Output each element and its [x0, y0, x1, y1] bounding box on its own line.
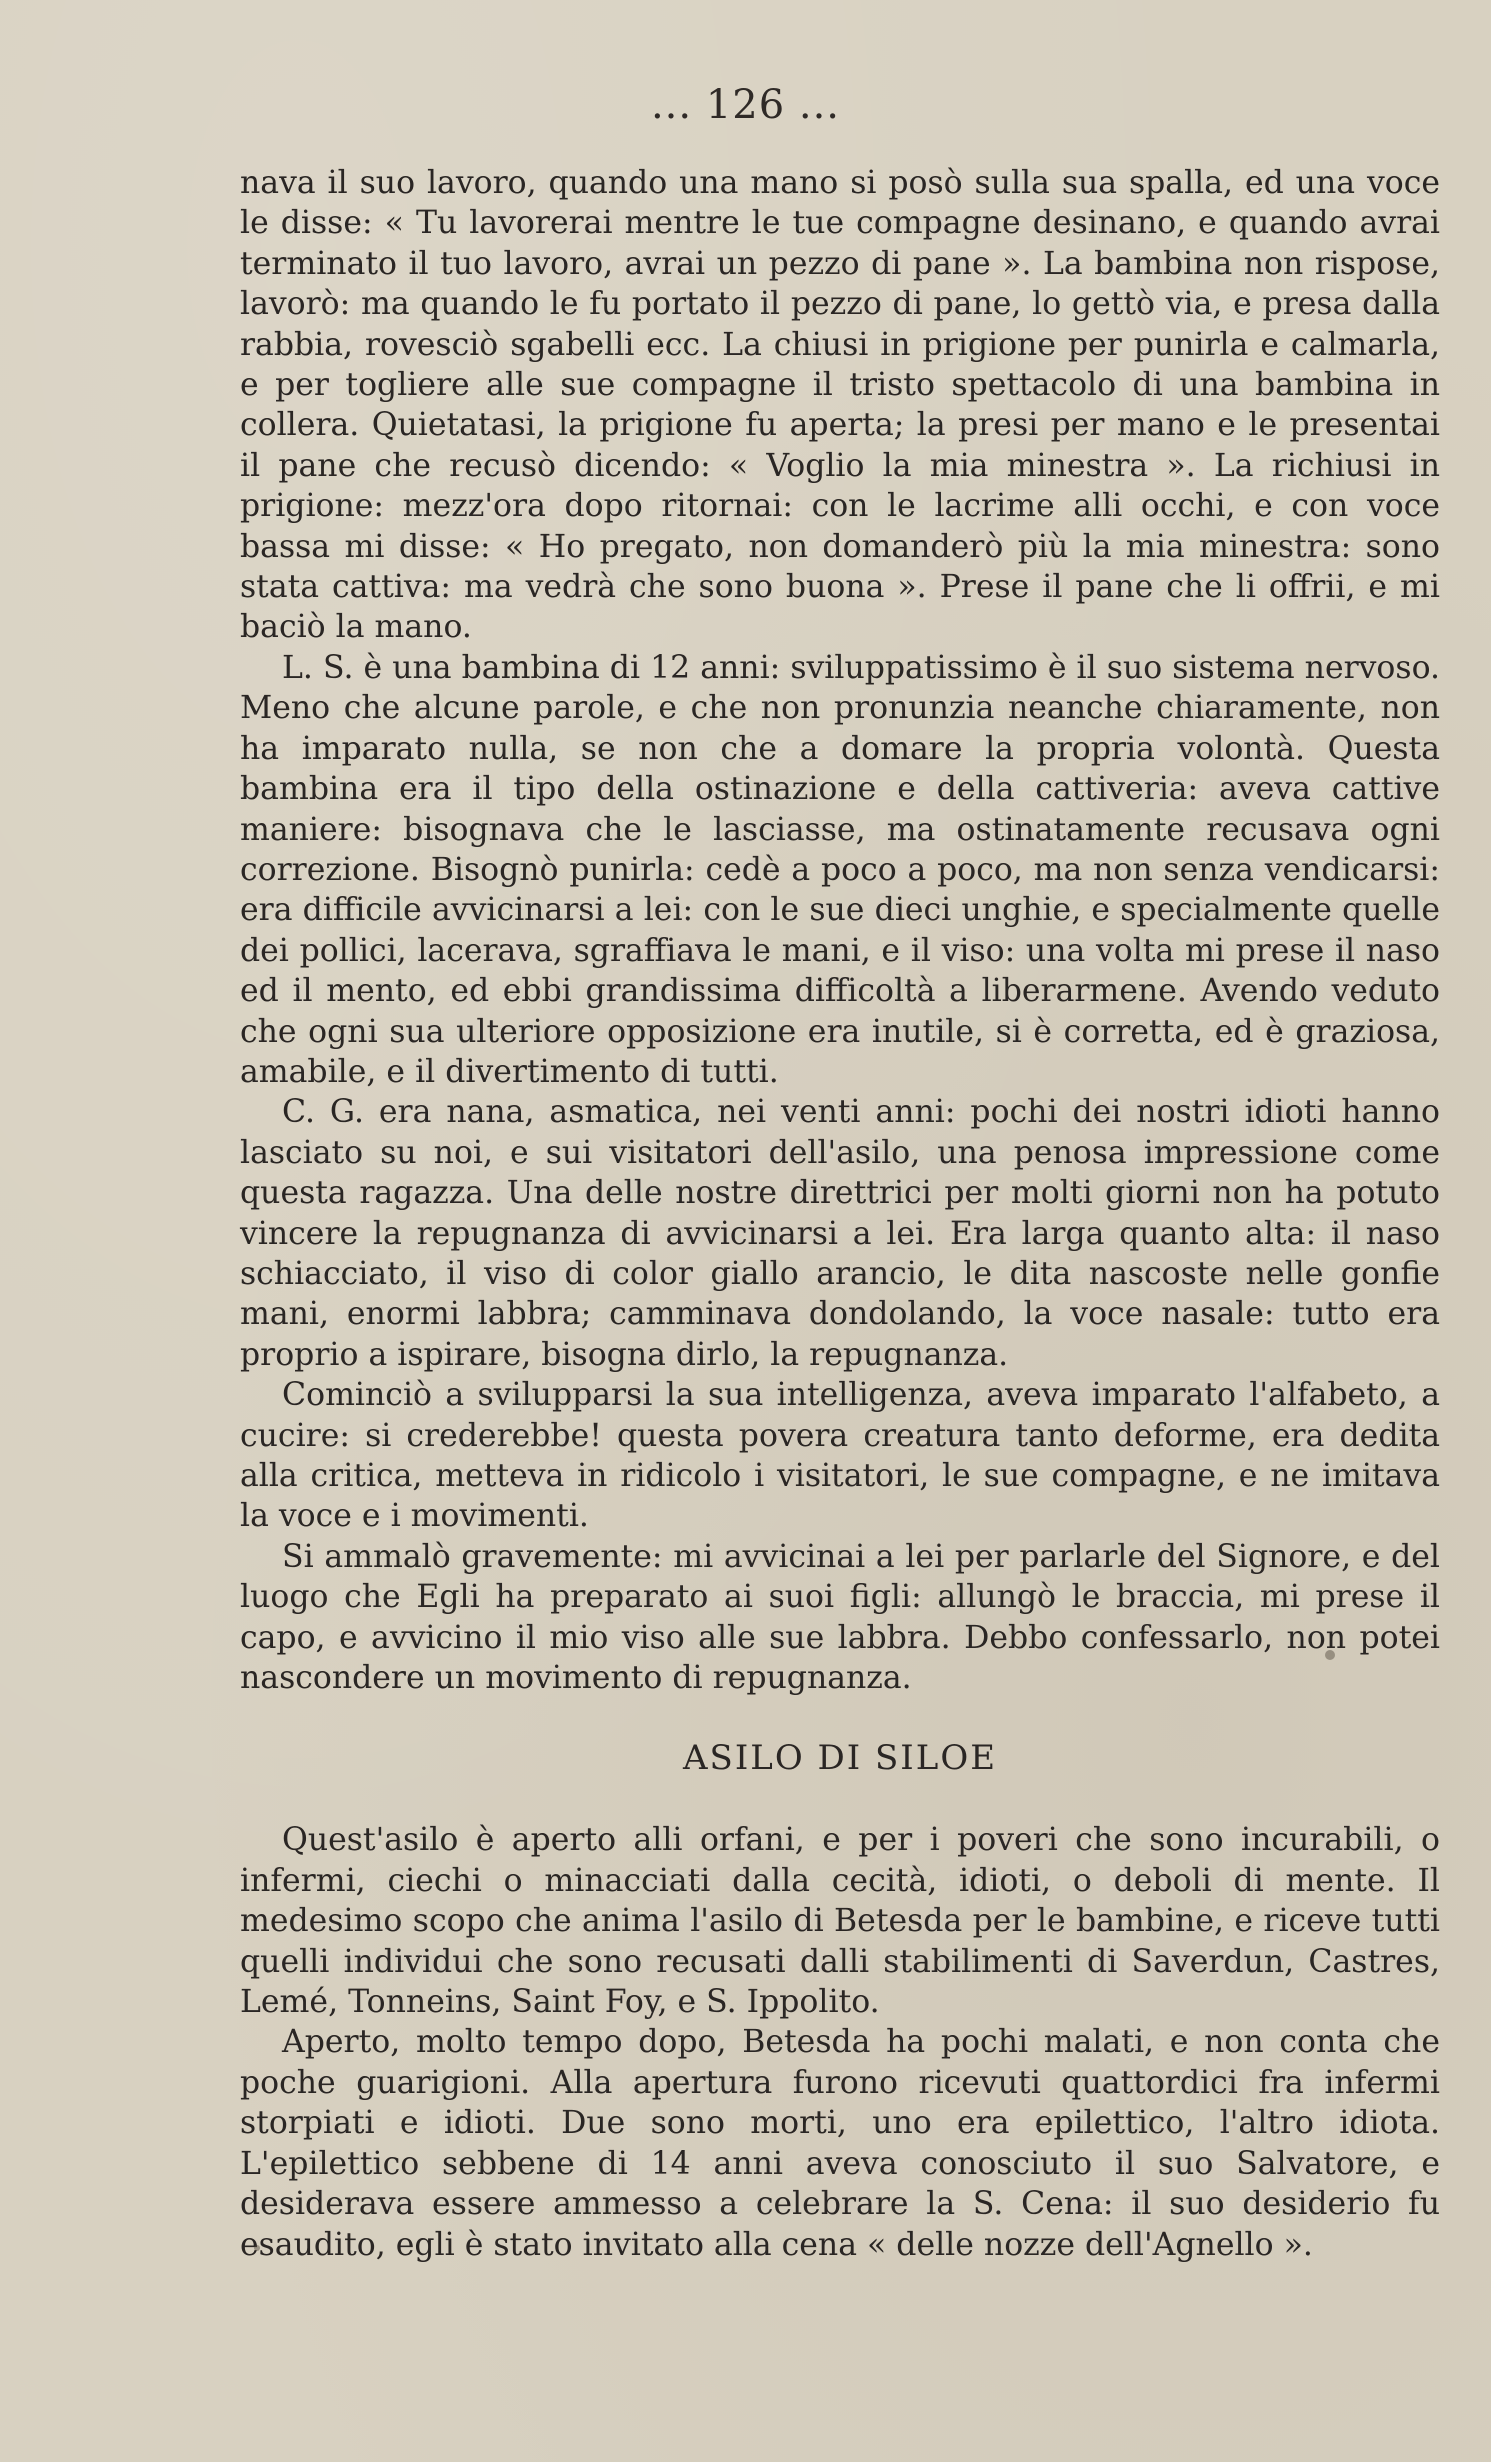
paragraph-ls: L. S. è una bambina di 12 anni: sviluppatissimo è il suo sistema nervoso. Meno che alcune parole, e che non pronunzia neanche chiaramente, non ha imparato nulla, se non che a domare la propria volontà. Questa bambina era il tipo della ostinazione e della cattiveria: aveva cattive maniere: bisognava che le lasciasse, ma ostinatamente recusava ogni correzione. Bisognò punirla: cedè a poco a poco, ma non senza vendicarsi: era difficile avvicinarsi a lei: con le sue dieci unghie, e specialmente quelle dei pollici, lacerava, sgraffiava le mani, e il viso: una volta mi prese il naso ed il mento, ed ebbi grandissima difficoltà a liberarmene. Avendo veduto che ogni sua ulteriore opposizione era inutile, si è corretta, ed è graziosa, amabile, e il divertimento di tutti.: [240, 649, 1440, 1090]
paragraph-illness: Si ammalò gravemente: mi avvicinai a lei per parlarle del Signore, e del luogo che Egli ha preparato ai suoi figli: allungò le braccia, mi prese il capo, e avvicino il mio viso alle sue labbra. Debbo confessarlo, non potei nascondere un movimento di repugnanza.: [240, 1538, 1440, 1697]
page-number: ... 126 ...: [650, 82, 841, 128]
ink-speck: [254, 2245, 260, 2251]
paragraph-development: Cominciò a svilupparsi la sua intelligenza, aveva imparato l'alfabeto, a cucire: si crederebbe! questa povera creatura tanto deforme, era dedita alla critica, metteva in ridicolo i visitatori, le sue compagne, e ne imitava la voce e i movimenti.: [240, 1377, 1440, 1535]
paragraph-asylum-history: Aperto, molto tempo dopo, Betesda ha pochi malati, e non conta che poche guarigioni. Alla apertura furono ricevuti quattordici fra infermi storpiati e idioti. Due sono morti, uno era epilettico, l'altro idiota. L'epilettico sebbene di 14 anni aveva conosciuto il suo Salvatore, e desiderava essere ammesso a celebrare la S. Cena: il suo desiderio fu esaudito, egli è stato invitato alla cena « delle nozze dell'Agnello ».: [240, 2024, 1440, 2263]
page-text: [240, 163, 1440, 2265]
paragraph-asylum-purpose: Quest'asilo è aperto alli orfani, e per i poveri che sono incurabili, o infermi, ciechi o minacciati dalla cecità, idioti, o deboli di mente. Il medesimo scopo che anima l'asilo di Betesda per le bambine, e riceve tutti quelli individui che sono recusati dalli stabilimenti di Saverdun, Castres, Lemé, Tonneins, Saint Foy, e S. Ippolito.: [240, 1822, 1440, 2021]
ink-speck: [1325, 1650, 1335, 1660]
paragraph-continuation: nava il suo lavoro, quando una mano si posò sulla sua spalla, ed una voce le disse: « Tu lavorerai mentre le tue compagne desinano, e quando avrai terminato il tuo lavoro, avrai un pezzo di pane ». La bambina non rispose, lavorò: ma quando le fu portato il pezzo di pane, lo gettò via, e presa dalla rabbia, rovesciò sgabelli ecc. La chiusi in prigione per punirla e calmarla, e per togliere alle sue compagne il tristo spettacolo di una bambina in collera. Quietatasi, la prigione fu aperta; la presi per mano e le presentai il pane che recusò dicendo: « Voglio la mia minestra ». La richiusi in prigione: mezz'ora dopo ritornai: con le lacrime alli occhi, e con voce bassa mi disse: « Ho pregato, non domanderò più la mia minestra: sono stata cattiva: ma vedrà che sono buona ». Prese il pane che li offrii, e mi baciò la mano.: [240, 165, 1440, 646]
section-title: ASILO DI SILOE: [682, 1738, 998, 1779]
paragraph-cg: C. G. era nana, asmatica, nei venti anni: pochi dei nostri idioti hanno lasciato su noi, e sui visitatori dell'asilo, una penosa impressione come questa ragazza. Una delle nostre direttrici per molti giorni non ha potuto vincere la repugnanza di avvicinarsi a lei. Era larga quanto alta: il naso schiacciato, il viso di color giallo arancio, le dita nascoste nelle gonfie mani, enormi labbra; camminava dondolando, la voce nasale: tutto era proprio a ispirare, bisogna dirlo, la repugnanza.: [240, 1094, 1440, 1373]
